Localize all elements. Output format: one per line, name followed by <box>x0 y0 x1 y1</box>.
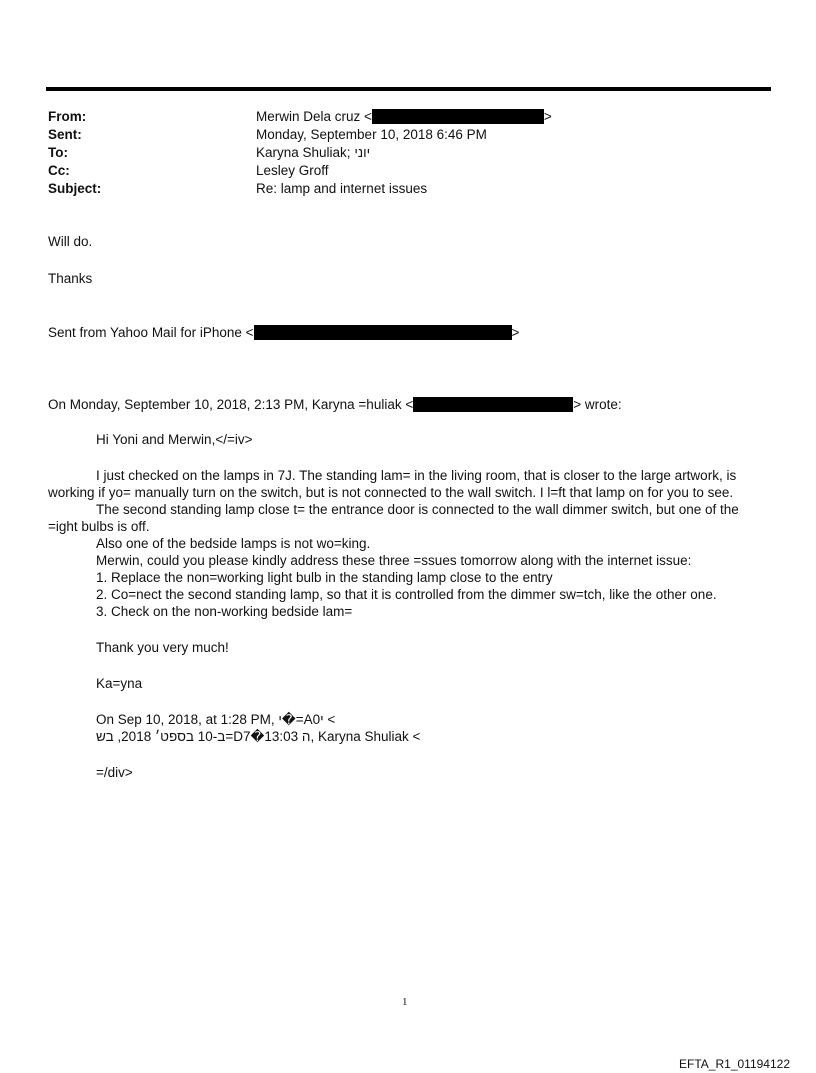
from-value <box>256 108 552 126</box>
sent-row <box>48 126 552 144</box>
sent-from-suffix: > <box>511 325 520 340</box>
reply-line-2: Thanks <box>48 271 93 286</box>
cc-row <box>48 162 552 180</box>
document-id: EFTA_R1_01194122 <box>679 1057 790 1071</box>
on-sep-line: On Sep 10, 2018, at 1:28 PM, י�=A0י < <box>96 712 336 727</box>
paragraph-2: The second standing lamp close t= the entrance door is connected to the wall dimmer switch, but one of the =ight bulbs is off. <box>48 502 739 534</box>
hebrew-line: ב-10 בספט׳ 2018, בש=D7�ה 13:03, Karyna Shuliak < <box>96 729 421 744</box>
to-label: To: <box>48 145 68 160</box>
greeting: Hi Yoni and Merwin,</=iv> <box>96 432 253 447</box>
sent-from-line <box>48 324 519 342</box>
subject-row <box>48 180 552 198</box>
sent-value: Monday, September 10, 2018 6:46 PM <box>256 127 487 142</box>
bedside-line: Also one of the bedside lamps is not wo=king. <box>96 536 371 551</box>
header-rule <box>46 87 771 91</box>
redaction-box <box>254 325 512 340</box>
from-label: From: <box>48 109 87 124</box>
thank-you-line: Thank you very much! <box>96 640 229 655</box>
to-value: Karyna Shuliak; יוני <box>256 145 371 160</box>
quoted-intro <box>48 396 622 414</box>
sent-from-prefix: Sent from Yahoo Mail for iPhone < <box>48 325 254 340</box>
cc-value: Lesley Groff <box>256 163 329 178</box>
from-row <box>48 108 552 126</box>
list-item-2: 2. Co=nect the second standing lamp, so that it is controlled from the dimmer sw=tch, like the other one. <box>96 587 717 602</box>
signature: Ka=yna <box>96 676 143 691</box>
quoted-intro-suffix: > wrote: <box>573 397 622 412</box>
subject-value: Re: lamp and internet issues <box>256 181 428 196</box>
to-row <box>48 144 552 162</box>
from-close: > <box>543 109 552 124</box>
div-close-line: =/div> <box>96 765 133 780</box>
redaction-box <box>413 397 573 412</box>
quoted-body <box>48 431 748 781</box>
reply-line-1: Will do. <box>48 234 93 249</box>
sent-label: Sent: <box>48 127 82 142</box>
from-name: Merwin Dela cruz < <box>256 109 372 124</box>
redaction-box <box>372 109 544 124</box>
quoted-intro-prefix: On Monday, September 10, 2018, 2:13 PM, Karyna =huliak < <box>48 397 414 412</box>
page-number: 1 <box>402 996 408 1008</box>
email-header <box>48 108 552 198</box>
list-item-3: 3. Check on the non-working bedside lam= <box>96 604 353 619</box>
list-item-1: 1. Replace the non=working light bulb in the standing lamp close to the entry <box>96 570 553 585</box>
paragraph-1: I just checked on the lamps in 7J. The standing lam= in the living room, that is closer to the large artwork, is working if yo= manually turn on the switch, but is not connected to the wall switch. I l=ft that lamp on for you to see. <box>48 468 737 500</box>
subject-label: Subject: <box>48 181 102 196</box>
request-line: Merwin, could you please kindly address these three =ssues tomorrow along with the internet issue: <box>96 553 692 568</box>
cc-label: Cc: <box>48 163 70 178</box>
